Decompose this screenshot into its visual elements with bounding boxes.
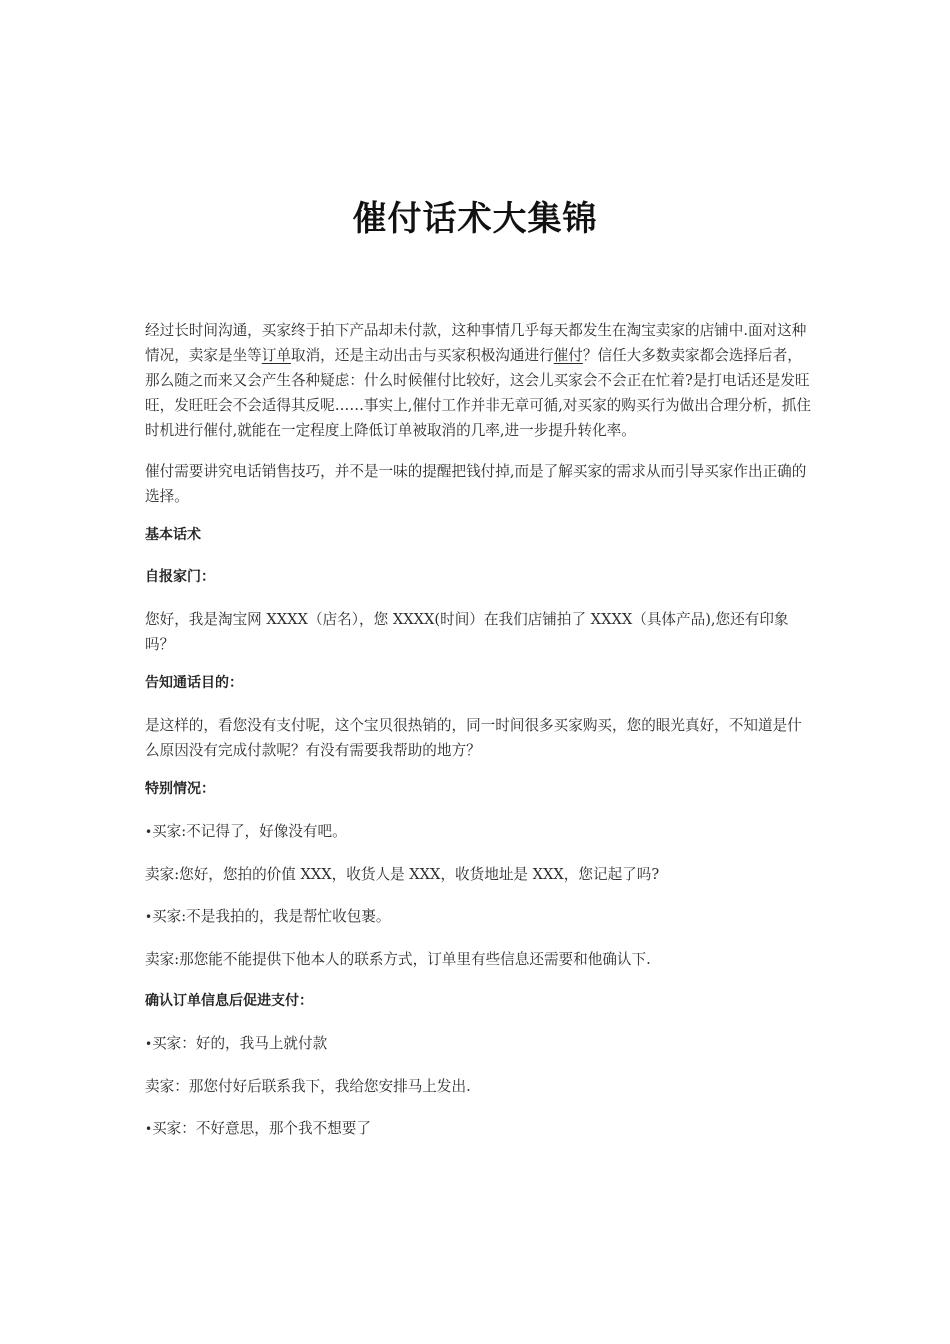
confirm-case-2: [145, 1116, 815, 1142]
bullet-icon: •: [145, 910, 153, 924]
special-case-2-text: 买家:不是我拍的，我是帮忙收包裹。: [152, 908, 391, 925]
confirm-case-1-reply: 卖家：那您付好后联系我下，我给您安排马上发出.: [145, 1078, 471, 1095]
document-title: 催付话术大集锦: [352, 199, 598, 239]
bullet-icon: •: [145, 1037, 153, 1051]
intro-text-part1: 经过长时间沟通，买家终于拍下产品却未付款，这种事情几乎每天都发生在淘宝卖家的店铺中.面对这种情况，卖家是坐等: [145, 322, 807, 364]
document-body: [145, 318, 815, 1159]
self-intro-paragraph: 您好，我是淘宝网 XXXX（店名），您 XXXX(时间）在我们店铺拍了 XXXX（具体产品),您还有印象吗？: [145, 611, 789, 653]
order-link[interactable]: 订单: [261, 347, 291, 364]
bullet-icon: •: [145, 1122, 153, 1136]
special-case-1-text: 买家:不记得了，好像没有吧。: [152, 823, 347, 840]
heading-special-cases: 特别情况：: [145, 781, 215, 797]
confirm-case-1-text: 买家：好的，我马上就付款: [152, 1035, 328, 1052]
heading-basic-script: 基本话术: [145, 527, 201, 543]
special-case-2: [145, 904, 815, 930]
special-case-1: [145, 819, 815, 845]
call-purpose-paragraph: 是这样的，看您没有支付呢，这个宝贝很热销的，同一时间很多买家购买，您的眼光真好，不知道是什么原因没有完成付款呢？有没有需要我帮助的地方？: [145, 717, 802, 759]
heading-call-purpose: 告知通话目的：: [145, 675, 243, 691]
intro-paragraph: [145, 318, 815, 443]
special-case-2-reply: 卖家:那您能不能提供下他本人的联系方式，订单里有些信息还需要和他确认下.: [145, 951, 651, 968]
heading-self-intro: 自报家门：: [145, 569, 215, 585]
bullet-icon: •: [145, 825, 153, 839]
confirm-case-2-text: 买家：不好意思，那个我不想要了: [152, 1120, 371, 1137]
phone-skill-paragraph: 催付需要讲究电话销售技巧，并不是一味的提醒把钱付掉,而是了解买家的需求从而引导买家作出正确的选择。: [145, 463, 807, 505]
special-case-1-reply: 卖家:您好，您拍的价值 XXX，收货人是 XXX，收货地址是 XXX，您记起了吗?: [145, 866, 660, 883]
confirm-case-1: [145, 1031, 815, 1057]
intro-text-part2: 取消，还是主动出击与买家积极沟通进行: [290, 347, 554, 364]
heading-confirm-order: 确认订单信息后促进支付：: [145, 993, 313, 1009]
urge-payment-link[interactable]: 催付: [553, 347, 583, 364]
intro-text-part3: ？信任大多数卖家都会选择后者，那么随之而来又会产生各种疑虑：什么时候催付比较好，这会儿买家会不会正在忙着?是打电话还是发旺旺，发旺旺会不会适得其反呢……事实上,催付工作并非无章可循,对买家的购买行为做出合理分析，抓住时机进行催付,就能在一定程度上降低订单被取消的几率,进一步提升转化率。: [145, 347, 812, 439]
